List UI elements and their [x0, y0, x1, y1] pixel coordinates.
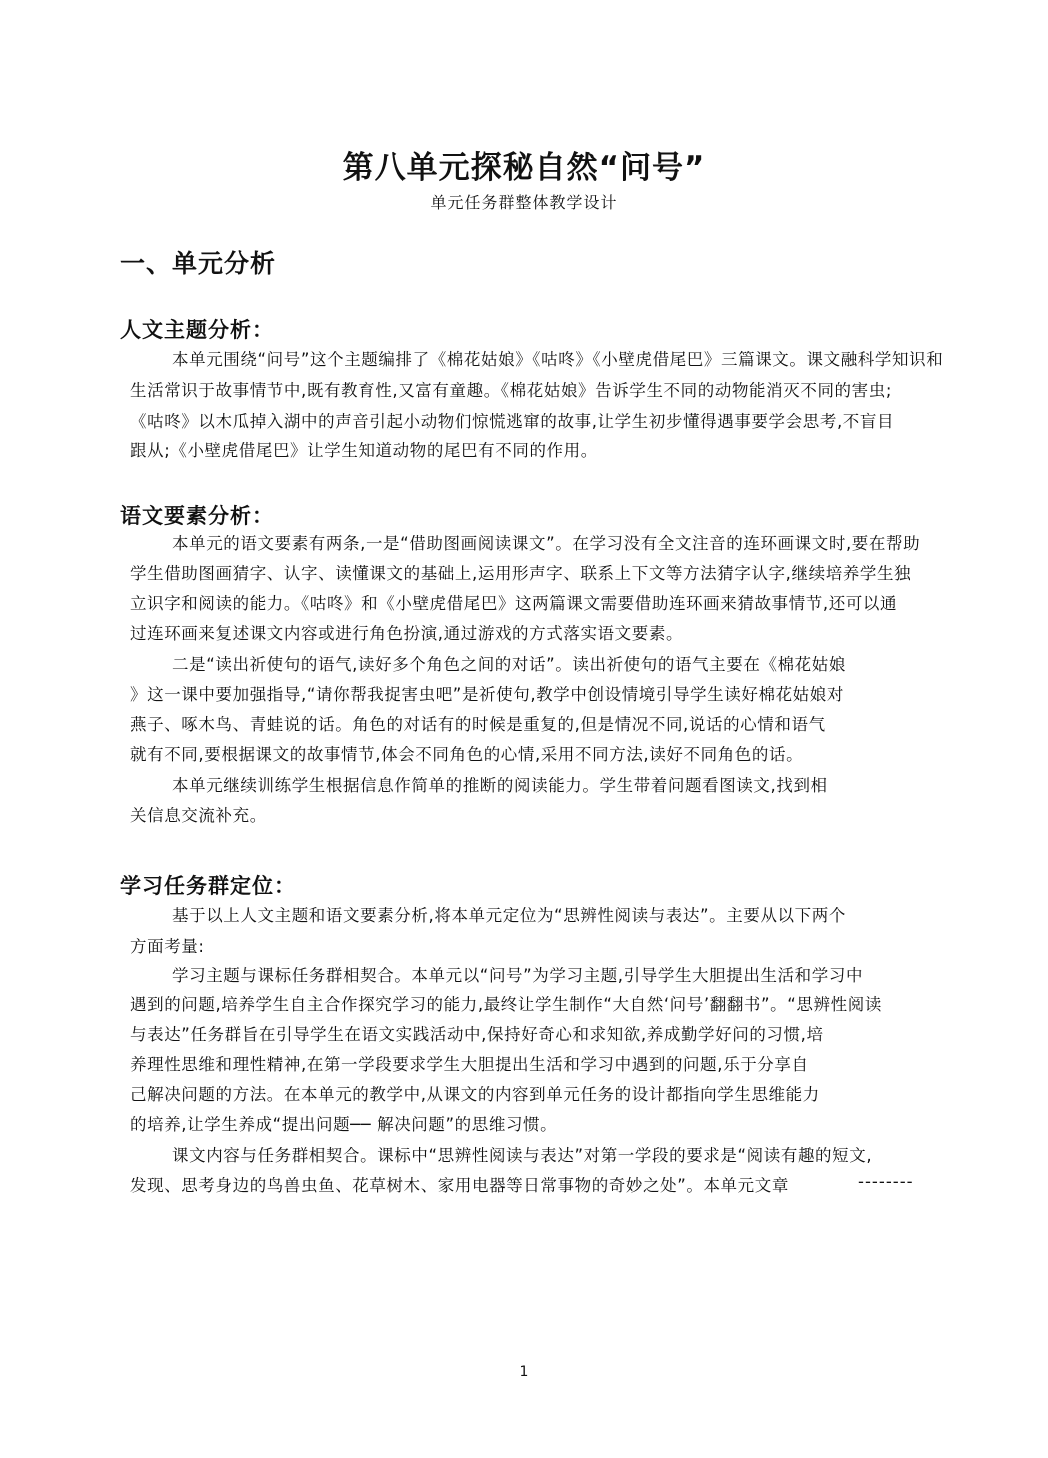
paragraph-line: 过连环画来复述课文内容或进行角色扮演,通过游戏的方式落实语文要素。 [130, 624, 684, 643]
paragraph-line: 就有不同,要根据课文的故事情节,体会不同角色的心情,采用不同方法,读好不同角色的话。 [130, 745, 804, 764]
paragraph-line: 》这一课中要加强指导,“请你帮我捉害虫吧”是祈使句,教学中创设情境引导学生读好棉花姑娘对 [130, 685, 844, 704]
paragraph-line: 本单元继续训练学生根据信息作简单的推断的阅读能力。学生带着问题看图读文,找到相 [172, 776, 828, 795]
paragraph-line: 课文内容与任务群相契合。课标中“思辨性阅读与表达”对第一学段的要求是“阅读有趣的短文, [172, 1146, 873, 1165]
paragraph-line: 立识字和阅读的能力。《咕咚》和《小壁虎借尾巴》这两篇课文需要借助连环画来猜故事情节,还可以通 [130, 594, 898, 613]
paragraph-line: 生活常识于故事情节中,既有教育性,又富有童趣。《棉花姑娘》告诉学生不同的动物能消灭不同的害虫; [130, 381, 892, 400]
paragraph-line: 二是“读出祈使句的语气,读好多个角色之间的对话”。读出祈使句的语气主要在《棉花姑娘 [172, 655, 846, 674]
paragraph-line: 遇到的问题,培养学生自主合作探究学习的能力,最终让学生制作“大自然‘问号’翻翻书”。“思辨性阅读 [130, 995, 882, 1014]
paragraph-line: 本单元围绕“问号”这个主题编排了《棉花姑娘》《咕咚》《小壁虎借尾巴》三篇课文。课文融科学知识和 [172, 350, 944, 369]
paragraph-line: 的培养,让学生养成“提出问题── 解决问题”的思维习惯。 [130, 1115, 558, 1134]
paragraph-line: 己解决问题的方法。在本单元的教学中,从课文的内容到单元任务的设计都指向学生思维能力 [130, 1085, 820, 1104]
paragraph-line: 基于以上人文主题和语文要素分析,将本单元定位为“思辨性阅读与表达”。主要从以下两个 [172, 906, 846, 925]
section-heading-unit-analysis: 一、单元分析 [120, 249, 277, 278]
paragraph-line: 发现、思考身边的鸟兽虫鱼、花草树木、家用电器等日常事物的奇妙之处”。本单元文章 [130, 1176, 789, 1195]
subheading-task-group-positioning: 学习任务群定位： [120, 874, 296, 898]
continuation-dashes: -------- [858, 1172, 914, 1191]
paragraph-line: 燕子、啄木鸟、青蛙说的话。角色的对话有的时候是重复的,但是情况不同,说话的心情和语气 [130, 715, 826, 734]
subheading-humanities-theme: 人文主题分析： [120, 318, 274, 342]
paragraph-line: 方面考量: [130, 937, 205, 956]
page-subtitle: 单元任务群整体教学设计 [430, 193, 618, 212]
paragraph-line: 与表达”任务群旨在引导学生在语文实践活动中,保持好奇心和求知欲,养成勤学好问的习惯,培 [130, 1025, 824, 1044]
paragraph-line: 学生借助图画猜字、认字、读懂课文的基础上,运用形声字、联系上下文等方法猜字认字,继续培养学生独 [130, 564, 912, 583]
subheading-language-elements: 语文要素分析： [120, 504, 274, 528]
page-title: 第八单元探秘自然“问号” [342, 150, 706, 186]
page-number: 1 [519, 1364, 529, 1380]
paragraph-line: 跟从;《小壁虎借尾巴》让学生知道动物的尾巴有不同的作用。 [130, 441, 598, 460]
paragraph-line: 学习主题与课标任务群相契合。本单元以“问号”为学习主题,引导学生大胆提出生活和学习中 [172, 966, 864, 985]
paragraph-line: 关信息交流补充。 [130, 806, 267, 825]
paragraph-line: 养理性思维和理性精神,在第一学段要求学生大胆提出生活和学习中遇到的问题,乐于分享自 [130, 1055, 809, 1074]
paragraph-line: 本单元的语文要素有两条,一是“借助图画阅读课文”。在学习没有全文注音的连环画课文时,要在帮助 [172, 534, 921, 553]
paragraph-line: 《咕咚》以木瓜掉入湖中的声音引起小动物们惊慌逃窜的故事,让学生初步懂得遇事要学会思考,不盲目 [130, 412, 895, 431]
